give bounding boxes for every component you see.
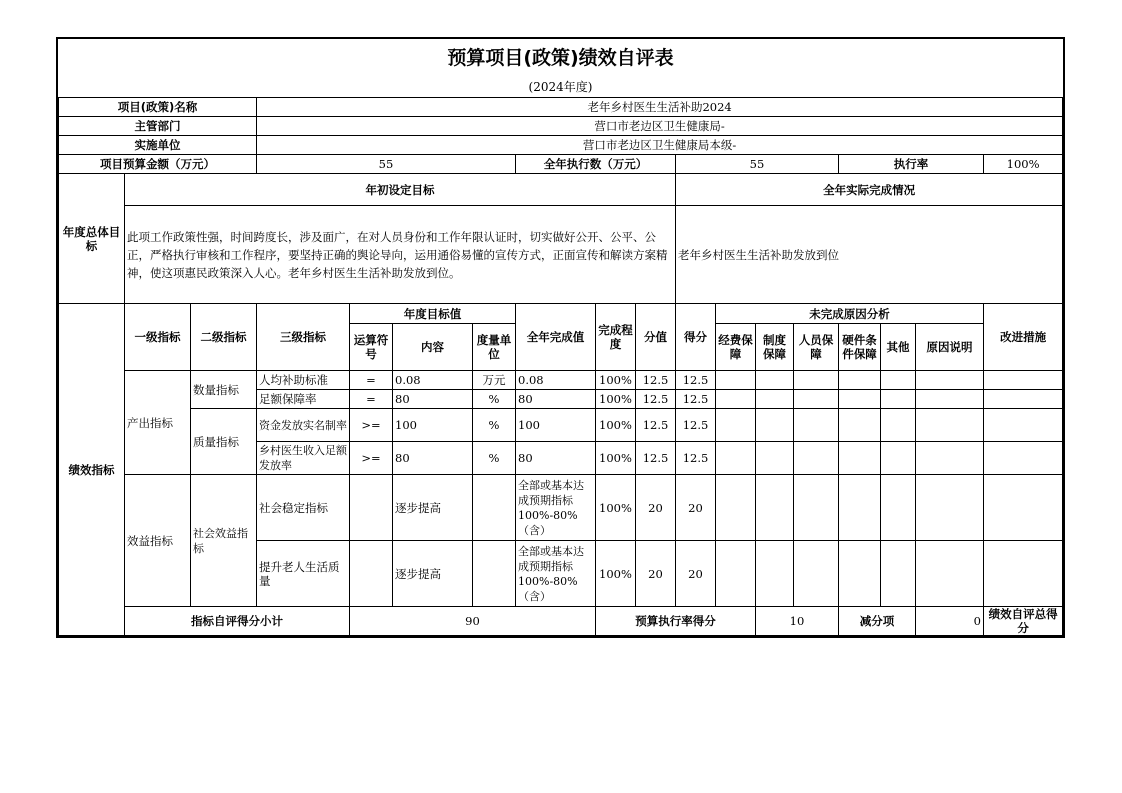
reason-system-header: 制度保障 xyxy=(756,324,794,371)
group-output: 产出指标 xyxy=(125,371,191,475)
degree-header: 完成程度 xyxy=(596,304,636,371)
reason-other-header: 其他 xyxy=(881,324,916,371)
goals-actual-header: 全年实际完成情况 xyxy=(676,174,1063,206)
total-label: 绩效自评总得分 xyxy=(984,607,1063,636)
indicator-content: 80 xyxy=(393,390,473,409)
table-row xyxy=(59,409,1063,442)
indicator-op xyxy=(350,475,393,541)
indicator-op: >= xyxy=(350,409,393,442)
indicator-score: 12.5 xyxy=(676,442,716,475)
value-header: 分值 xyxy=(636,304,676,371)
indicator-unit: % xyxy=(473,442,516,475)
reason-hardware-header: 硬件条件保障 xyxy=(839,324,881,371)
indicator-score: 20 xyxy=(676,475,716,541)
indicator-content: 100 xyxy=(393,409,473,442)
rate-label: 执行率 xyxy=(839,155,984,174)
indicator-unit xyxy=(473,475,516,541)
project-label: 项目(政策)名称 xyxy=(59,98,257,117)
dept-label: 主管部门 xyxy=(59,117,257,136)
indicator-degree: 100% xyxy=(596,475,636,541)
indicator-op: = xyxy=(350,371,393,390)
operator-header: 运算符号 xyxy=(350,324,393,371)
dept-value: 营口市老边区卫生健康局- xyxy=(257,117,1063,136)
indicator-unit: % xyxy=(473,390,516,409)
indicator-degree: 100% xyxy=(596,442,636,475)
completed-header: 全年完成值 xyxy=(516,304,596,371)
project-value: 老年乡村医生生活补助2024 xyxy=(257,98,1063,117)
indicator-value: 12.5 xyxy=(636,371,676,390)
budget-value: 55 xyxy=(257,155,516,174)
indicator-unit: % xyxy=(473,409,516,442)
indicator-name: 社会稳定指标 xyxy=(257,475,350,541)
exec-label: 全年执行数（万元） xyxy=(516,155,676,174)
content-header: 内容 xyxy=(393,324,473,371)
annual-target-header: 年度目标值 xyxy=(350,304,516,324)
evaluation-sheet xyxy=(56,37,1065,638)
level3-header: 三级指标 xyxy=(257,304,350,371)
indicator-degree: 100% xyxy=(596,390,636,409)
group-social: 社会效益指标 xyxy=(191,475,257,607)
budget-score-label: 预算执行率得分 xyxy=(596,607,756,636)
level2-header: 二级指标 xyxy=(191,304,257,371)
deduct-label: 减分项 xyxy=(839,607,916,636)
goals-set-header: 年初设定目标 xyxy=(125,174,676,206)
reason-funding-header: 经费保障 xyxy=(716,324,756,371)
indicator-done: 0.08 xyxy=(516,371,596,390)
indicator-value: 12.5 xyxy=(636,442,676,475)
year-subtitle: (2024年度) xyxy=(528,80,593,94)
evaluation-table xyxy=(58,97,1063,636)
indicator-done: 全部或基本达成预期指标100%-80%（含） xyxy=(516,475,596,541)
reason-note-header: 原因说明 xyxy=(916,324,984,371)
indicator-score: 12.5 xyxy=(676,371,716,390)
reason-staff-header: 人员保障 xyxy=(794,324,839,371)
indicator-value: 20 xyxy=(636,541,676,607)
indicator-content: 0.08 xyxy=(393,371,473,390)
indicator-content: 逐步提高 xyxy=(393,475,473,541)
indicator-name: 人均补助标准 xyxy=(257,371,350,390)
goals-set-text: 此项工作政策性强，时间跨度长，涉及面广，在对人员身份和工作年限认证时，切实做好公开、公平、公正，严格执行审核和工作程序，要坚持正确的舆论导向，运用通俗易懂的宣传方式，正面宣传和解读方案精神，使这项惠民政策深入人心。老年乡村医生生活补助发放到位。 xyxy=(125,206,676,304)
indicator-unit xyxy=(473,541,516,607)
indicator-value: 12.5 xyxy=(636,409,676,442)
indicator-degree: 100% xyxy=(596,409,636,442)
budget-score-value: 10 xyxy=(756,607,839,636)
indicator-op xyxy=(350,541,393,607)
indicator-name: 乡村医生收入足额发放率 xyxy=(257,442,350,475)
indicator-content: 逐步提高 xyxy=(393,541,473,607)
indicator-degree: 100% xyxy=(596,541,636,607)
improve-header: 改进措施 xyxy=(984,304,1063,371)
page-title: 预算项目(政策)绩效自评表 xyxy=(447,47,674,69)
indicator-score: 12.5 xyxy=(676,409,716,442)
indicator-done: 100 xyxy=(516,409,596,442)
indicator-name: 提升老人生活质量 xyxy=(257,541,350,607)
deduct-value: 0 xyxy=(916,607,984,636)
indicator-score: 12.5 xyxy=(676,390,716,409)
unit-header: 度量单位 xyxy=(473,324,516,371)
indicator-op: >= xyxy=(350,442,393,475)
group-quality: 质量指标 xyxy=(191,409,257,475)
indicator-done: 80 xyxy=(516,390,596,409)
indicator-value: 12.5 xyxy=(636,390,676,409)
indicator-op: = xyxy=(350,390,393,409)
indicator-value: 20 xyxy=(636,475,676,541)
table-row xyxy=(59,371,1063,390)
group-quantity: 数量指标 xyxy=(191,371,257,409)
indicator-done: 80 xyxy=(516,442,596,475)
indicator-content: 80 xyxy=(393,442,473,475)
unfinished-header: 未完成原因分析 xyxy=(716,304,984,324)
indicator-name: 资金发放实名制率 xyxy=(257,409,350,442)
goals-label: 年度总体目标 xyxy=(59,174,125,304)
unit-label: 实施单位 xyxy=(59,136,257,155)
indicator-done: 全部或基本达成预期指标100%-80%（含） xyxy=(516,541,596,607)
indicator-unit: 万元 xyxy=(473,371,516,390)
perf-label: 绩效指标 xyxy=(59,304,125,636)
unit-value: 营口市老边区卫生健康局本级- xyxy=(257,136,1063,155)
subtotal-value: 90 xyxy=(350,607,596,636)
group-benefit: 效益指标 xyxy=(125,475,191,607)
indicator-score: 20 xyxy=(676,541,716,607)
level1-header: 一级指标 xyxy=(125,304,191,371)
table-row xyxy=(59,475,1063,541)
rate-value: 100% xyxy=(984,155,1063,174)
exec-value: 55 xyxy=(676,155,839,174)
budget-label: 项目预算金额（万元） xyxy=(59,155,257,174)
indicator-name: 足额保障率 xyxy=(257,390,350,409)
indicator-degree: 100% xyxy=(596,371,636,390)
goals-actual-text: 老年乡村医生生活补助发放到位 xyxy=(676,206,1063,304)
subtotal-label: 指标自评得分小计 xyxy=(125,607,350,636)
score-header: 得分 xyxy=(676,304,716,371)
